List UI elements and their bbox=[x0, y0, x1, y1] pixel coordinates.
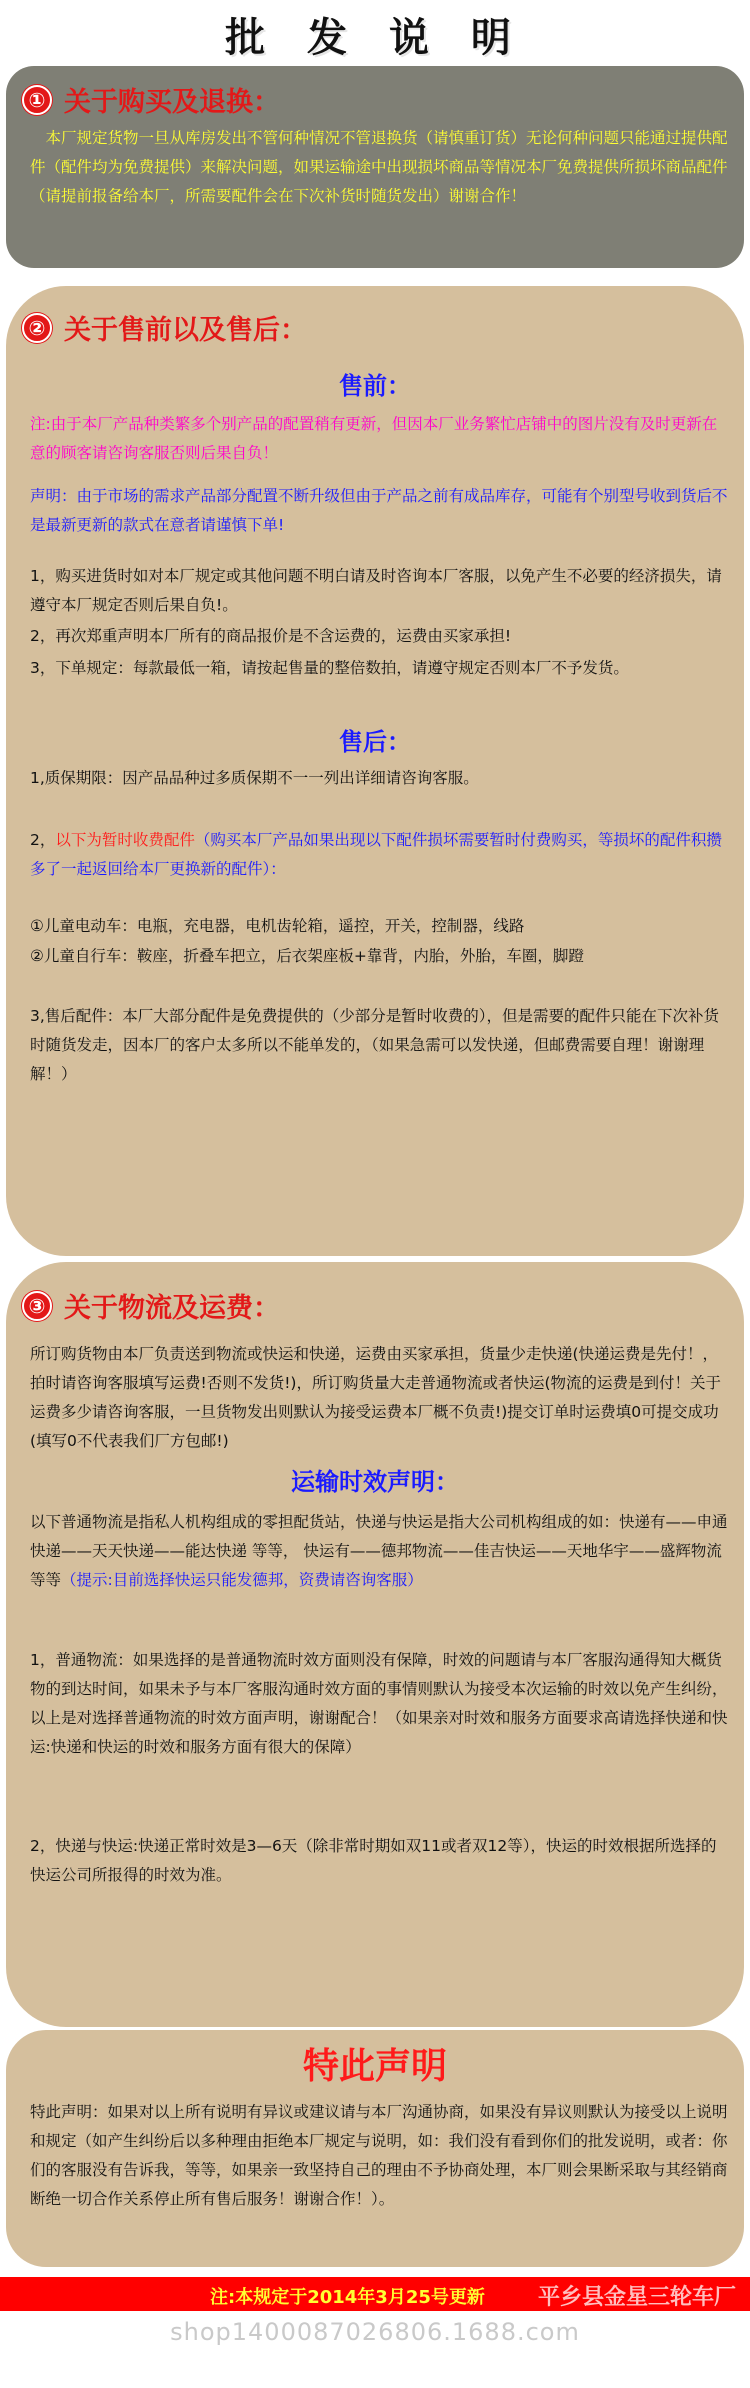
section-title: 关于售前以及售后： bbox=[64, 315, 307, 346]
section-heading bbox=[22, 80, 280, 119]
aftersale-heading: 售后： bbox=[339, 728, 411, 756]
section-body: 本厂规定货物一旦从库房发出不管何种情况不管退换货（请慎重订货）无论何种问题只能通过提供配件（配件均为免费提供）来解决问题，如果运输途中出现损坏商品等情况本厂免费提供所损坏商品配件（请提前报备给本厂，所需要配件会在下次补货时随货发出）谢谢合作！ bbox=[30, 129, 728, 205]
aftersale-electric-parts: ①儿童电动车：电瓶，充电器，电机齿轮箱，遥控，开关，控制器，线路 bbox=[30, 917, 525, 935]
section-special-statement bbox=[6, 2030, 744, 2267]
aftersale-item-3: 3,售后配件：本厂大部分配件是免费提供的（少部分是暂时收费的），但是需要的配件只能在下次补货时随货发走，因本厂的客户太多所以不能单发的，（如果急需可以发快递，但邮费需要自理！谢谢理解！） bbox=[30, 1007, 720, 1083]
timeliness-body-text: 以下普通物流是指私人机构组成的零担配货站，快递与快运是指大公司机构组成的如：快递有——申通快递——天天快递——能达快递 等等， 快运有——德邦物流——佳吉快运——天地华宇——盛辉物流 等等 bbox=[30, 1513, 728, 1589]
section-title: 关于物流及运费： bbox=[64, 1293, 280, 1324]
timeliness-heading: 运输时效声明： bbox=[291, 1468, 459, 1496]
aftersale-item-2 bbox=[30, 826, 730, 884]
shop-url-watermark: shop1400087026806.1688.com bbox=[170, 2318, 580, 2346]
aftersale-item-1: 1,质保期限：因产品品种过多质保期不一一列出详细请咨询客服。 bbox=[30, 769, 479, 787]
shop-name-watermark: 平乡县金星三轮车厂 bbox=[537, 2285, 736, 2310]
presale-item-3: 3，下单规定：每款最低一箱，请按起售量的整倍数拍，请遵守规定否则本厂不予发货。 bbox=[30, 659, 629, 677]
aftersale-item-2-prefix: 2， bbox=[30, 831, 56, 849]
presale-statement: 声明：由于市场的需求产品部分配置不断升级但由于产品之前有成品库存，可能有个别型号收到货后不是最新更新的款式在意者请谨慎下单! bbox=[30, 487, 728, 534]
presale-item-1: 1，购买进货时如对本厂规定或其他问题不明白请及时咨询本厂客服，以免产生不必要的经济损失，请遵守本厂规定否则后果自负!。 bbox=[30, 567, 722, 614]
presale-heading: 售前： bbox=[339, 372, 411, 400]
special-statement-heading: 特此声明 bbox=[302, 2046, 447, 2087]
section-heading bbox=[22, 308, 307, 347]
aftersale-item-2-red: 以下为暂时收费配件 bbox=[55, 831, 195, 849]
logistics-item-2: 2，快递与快运:快递正常时效是3—6天（除非常时期如双11或者双12等），快运的时效根据所选择的快运公司所报得的时效为准。 bbox=[30, 1837, 717, 1884]
section-purchase-return bbox=[6, 66, 744, 268]
presale-item-2: 2，再次郑重声明本厂所有的商品报价是不含运费的，运费由买家承担! bbox=[30, 627, 512, 645]
logistics-item-1: 1，普通物流：如果选择的是普通物流时效方面则没有保障，时效的问题请与本厂客服沟通得知大概货物的到达时间，如果未予与本厂客服沟通时效方面的事情则默认为接受本次运输的时效以免产生纠纷，以上是对选择普通物流的时效方面声明，谢谢配合！（如果亲对时效和服务方面要求高请选择快递和快运:快递和快运的时效和服务方面有很大的保障） bbox=[30, 1651, 728, 1756]
aftersale-bicycle-parts: ②儿童自行车：鞍座，折叠车把立，后衣架座板+靠背，内胎，外胎，车圈，脚蹬 bbox=[30, 947, 584, 965]
presale-note: 注:由于本厂产品种类繁多个别产品的配置稍有更新，但因本厂业务繁忙店铺中的图片没有及时更新在意的顾客请咨询客服否则后果自负！ bbox=[30, 415, 718, 462]
special-statement-body: 特此声明：如果对以上所有说明有异议或建议请与本厂沟通协商，如果没有异议则默认为接受以上说明和规定（如产生纠纷后以多种理由拒绝本厂规定与说明，如：我们没有看到你们的批发说明，或者：你们的客服没有告诉我，等等，如果亲一致坚持自己的理由不予协商处理，本厂则会果断采取与其经销商断绝一切合作关系停止所有售后服务！谢谢合作！）。 bbox=[30, 2103, 728, 2208]
section-logistics bbox=[6, 1262, 744, 2027]
logistics-body: 所订购货物由本厂负责送到物流或快运和快递，运费由买家承担，货量少走快递(快递运费是先付！，拍时请咨询客服填写运费!否则不发货!)，所订购货量大走普通物流或者快运(物流的运费是到付！关于运费多少请咨询客服，一旦货物发出则默认为接受运费本厂概不负责!)提交订单时运费填0可提交成功(填写0不代表我们厂方包邮!) bbox=[30, 1345, 722, 1450]
update-note: 注:本规定于2014年3月25号更新 bbox=[210, 2287, 485, 2308]
aftersale-item-2-blue: （购买本厂产品如果出现以下配件损坏需要暂时付费购买，等损坏的配件积攒多了一起返回给本厂更换新的配件）： bbox=[30, 831, 722, 878]
section-title: 关于购买及退换： bbox=[64, 87, 280, 118]
section-heading bbox=[22, 1286, 280, 1325]
section-number-badge: ② bbox=[22, 313, 52, 343]
section-number-badge: ③ bbox=[22, 1291, 52, 1321]
timeliness-body bbox=[30, 1508, 730, 1595]
section-number-badge: ① bbox=[22, 85, 52, 115]
timeliness-tip: （提示:目前选择快运只能发德邦，资费请咨询客服） bbox=[61, 1571, 423, 1589]
section-presale-aftersale bbox=[6, 286, 744, 1256]
page-title: 批 发 说 明 bbox=[225, 15, 525, 61]
